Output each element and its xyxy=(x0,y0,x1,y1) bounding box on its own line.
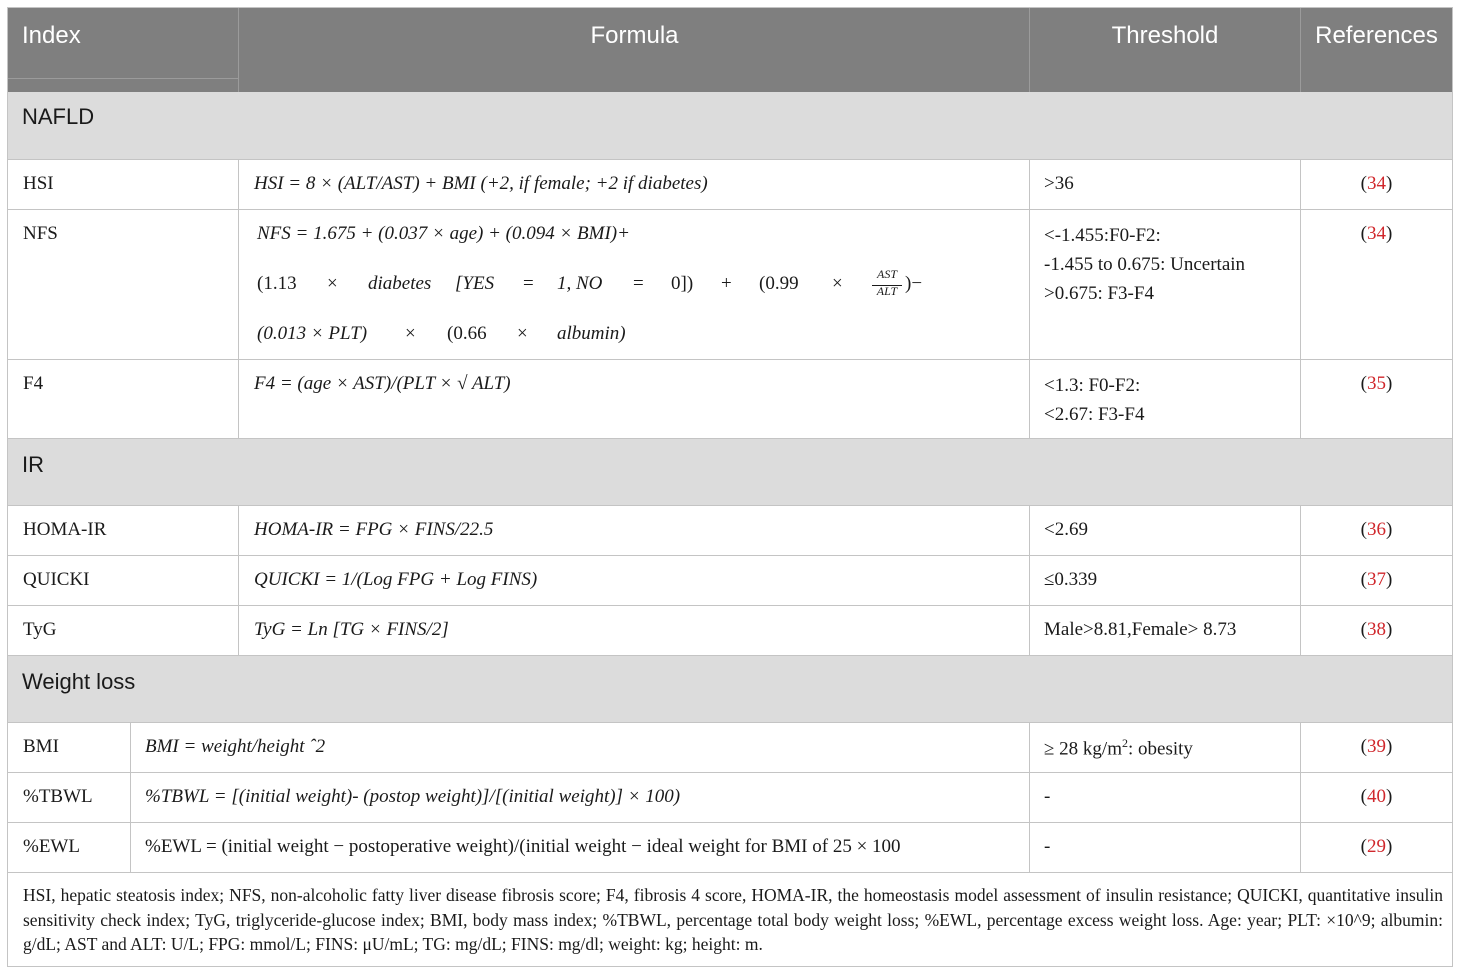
threshold-cell: - xyxy=(1044,786,1051,807)
reference-cell: (29) xyxy=(1360,836,1393,857)
footnote-text: HSI, hepatic steatosis index; NFS, non-alcoholic fatty liver disease fibrosis score; F4, fibrosis 4 score, HOMA-IR, the homeostasis model assessment of insulin resistance; QUICKI, quantitative insulin sensitivity check index; TyG, triglyceride-glucose index; BMI, body mass index; %TBWL, percentage total body weight loss; %EWL, percentage excess weight loss. Age: year; PLT: ×10^9; albumin: g/dL; AST and ALT: U/L; FPG: mmol/L; FINS: μU/mL; TG: mg/dL; FINS: mg/dl; weight: kg; height: m. xyxy=(23,885,1443,954)
table-row xyxy=(8,605,1452,656)
formula-cell: QUICKI = 1/(Log FPG + Log FINS) xyxy=(254,569,538,590)
reference-cell: (38) xyxy=(1360,619,1393,640)
threshold-cell: Male>8.81,Female> 8.73 xyxy=(1044,619,1237,640)
reference-cell: (37) xyxy=(1360,569,1393,590)
reference-link[interactable]: 38 xyxy=(1367,619,1386,640)
header-index: Index xyxy=(22,22,81,49)
table-row xyxy=(8,722,1452,773)
formula-cell: TyG = Ln [TG × FINS/2] xyxy=(254,619,449,640)
table-row xyxy=(8,505,1452,556)
threshold-cell: ≥ 28 $kg/m^2$: obesity xyxy=(1044,736,1193,760)
section-title: IR xyxy=(22,452,44,477)
table-row xyxy=(8,772,1452,823)
threshold-cell: <2.69 xyxy=(1044,519,1088,540)
reference-link[interactable]: 34 xyxy=(1367,223,1386,244)
table-row xyxy=(8,159,1452,210)
formula-cell: %TBWL = [(initial weight)- (postop weight)]/[(initial weight)] × 100) xyxy=(145,786,681,807)
fraction-denominator: ALT xyxy=(876,284,898,298)
formula-cell: %EWL = (initial weight − postoperative weight)/(initial weight − ideal weight for BMI of 25 × 100 xyxy=(145,836,901,857)
reference-link[interactable]: 34 xyxy=(1367,173,1386,194)
formula-cell: HOMA-IR = FPG × FINS/22.5 xyxy=(254,519,494,540)
section-title: Weight loss xyxy=(22,669,136,694)
threshold-cell: <1.3: F0-F2: <2.67: F3-F4 xyxy=(1044,375,1145,425)
reference-link[interactable]: 29 xyxy=(1367,836,1386,857)
fraction-numerator: AST xyxy=(876,267,897,281)
index-cell: QUICKI xyxy=(23,569,90,590)
section-nafld xyxy=(8,92,1452,159)
index-cell: %TBWL xyxy=(23,786,93,807)
index-cell: NFS xyxy=(23,223,58,244)
threshold-cell: ≤0.339 xyxy=(1044,569,1098,590)
formula-cell: BMI = weight/height ˆ2 xyxy=(145,736,326,757)
index-cell: HOMA-IR xyxy=(23,519,107,540)
reference-link[interactable]: 40 xyxy=(1367,786,1386,807)
table-footnote xyxy=(8,872,1452,967)
reference-cell: (34) xyxy=(1360,223,1393,244)
header-threshold: Threshold xyxy=(1111,22,1219,49)
formula-line: (0.013 × PLT) × (0.66 × albumin) xyxy=(257,323,626,344)
header-formula: Formula xyxy=(590,22,679,49)
reference-link[interactable]: 39 xyxy=(1367,736,1386,757)
index-cell: BMI xyxy=(23,736,59,757)
reference-cell: (35) xyxy=(1360,373,1393,394)
section-ir xyxy=(8,438,1452,506)
table-header xyxy=(8,8,1452,92)
formula-cell: F4 = (age × AST)/(PLT × √ ALT) xyxy=(254,373,511,394)
table-row xyxy=(8,822,1452,873)
reference-cell: (34) xyxy=(1360,173,1393,194)
section-title: NAFLD xyxy=(22,104,95,129)
reference-link[interactable]: 35 xyxy=(1367,373,1386,394)
header-divider xyxy=(8,78,238,79)
data-table xyxy=(7,7,1453,967)
threshold-cell: - xyxy=(1044,836,1051,857)
reference-cell: (40) xyxy=(1360,786,1393,807)
table-row xyxy=(8,359,1452,439)
table-row xyxy=(8,209,1452,360)
reference-cell: (39) xyxy=(1360,736,1393,757)
reference-cell: (36) xyxy=(1360,519,1393,540)
index-cell: TyG xyxy=(23,619,57,640)
table-row xyxy=(8,555,1452,606)
section-weight-loss xyxy=(8,655,1452,723)
formula-cell: HSI = 8 × (ALT/AST) + BMI (+2, if female; +2 if diabetes) xyxy=(254,173,708,194)
header-references: References xyxy=(1315,22,1438,49)
formula-line: (1.13 × diabetes [YES = 1, NO = 0]) + (0.99 × AST ALT )− xyxy=(257,267,923,298)
reference-link[interactable]: 37 xyxy=(1367,569,1386,590)
index-cell: HSI xyxy=(23,173,54,194)
index-cell: F4 xyxy=(23,373,44,394)
formula-line: NFS = 1.675 + (0.037 × age) + (0.094 × BMI)+ xyxy=(257,223,630,244)
threshold-cell: <-1.455:F0-F2: -1.455 to 0.675: Uncertain >0.675: F3-F4 xyxy=(1044,225,1246,304)
threshold-cell: >36 xyxy=(1044,173,1074,194)
index-cell: %EWL xyxy=(23,836,80,857)
reference-link[interactable]: 36 xyxy=(1367,519,1386,540)
